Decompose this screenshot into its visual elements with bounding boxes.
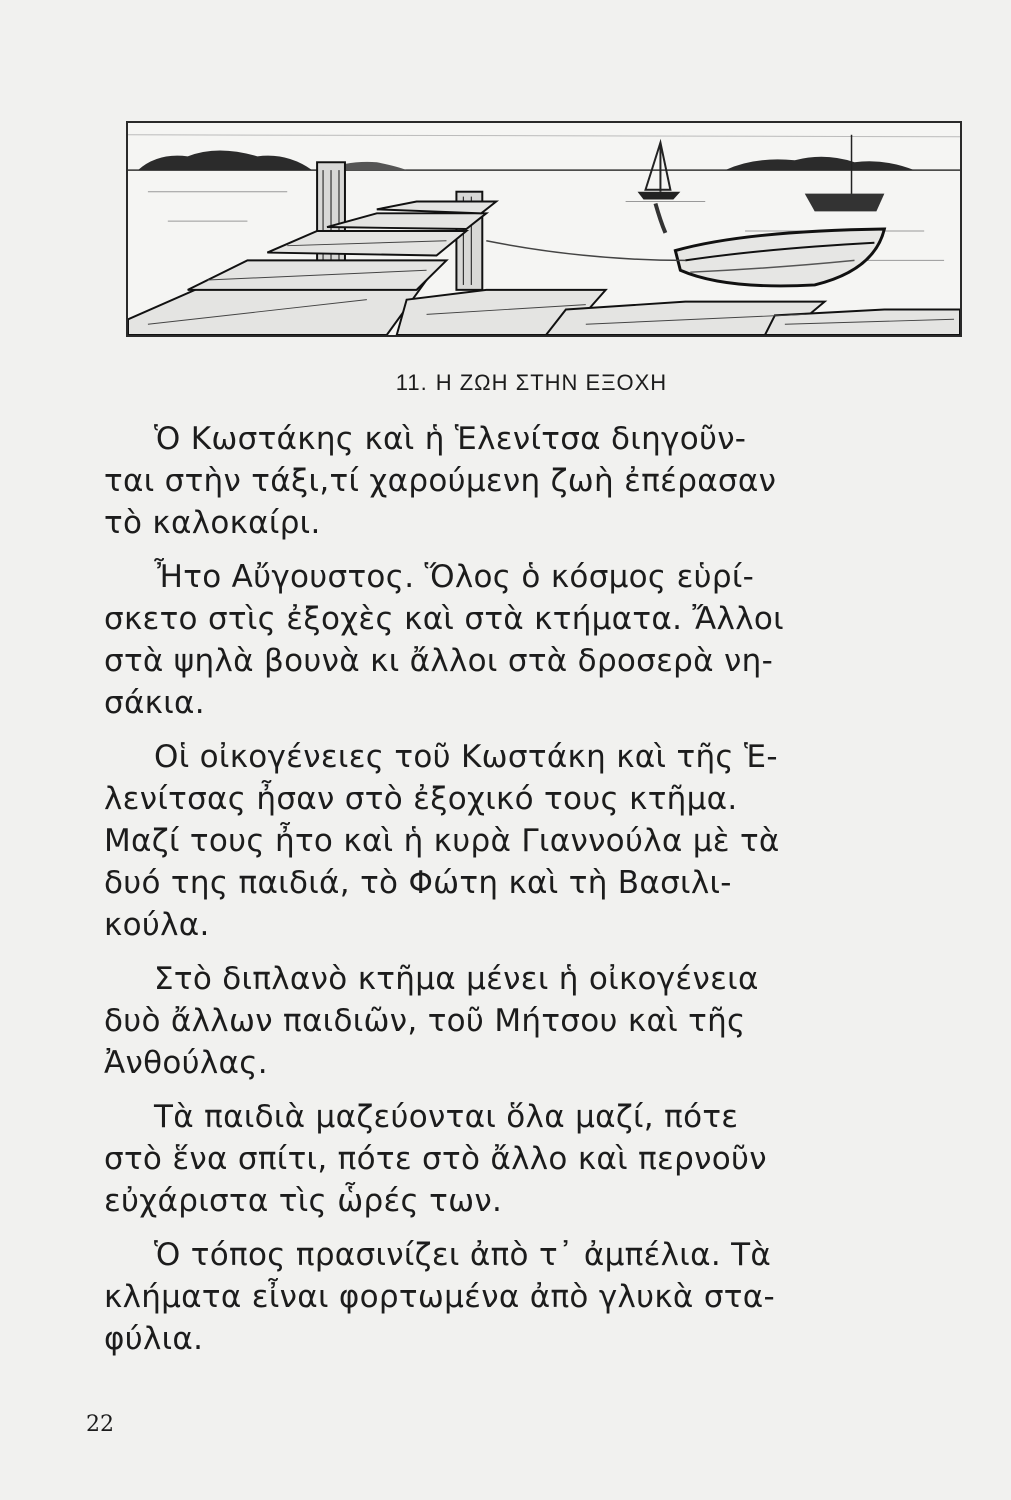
chapter-title-text: Η ΖΩΗ ΣΤΗΝ ΕΞΟΧΗ: [435, 370, 668, 395]
chapter-illustration: [126, 121, 962, 337]
chapter-body: [104, 418, 954, 1372]
page-number: 22: [86, 1412, 114, 1437]
paragraph: Ὁ Κωστάκης καὶ ἡ Ἑλενίτσα διηγοῦν- ται στὴν τάξι,τί χαρούμενη ζωὴ ἐπέρασαν τὸ καλοκαίρι.: [104, 421, 777, 541]
chapter-number: 11.: [395, 370, 428, 395]
paragraph: Ὁ τόπος πρασινίζει ἀπὸ τ᾿ ἀμπέλια. Τὰ κλήματα εἶναι φορτωμένα ἀπὸ γλυκὰ στα- φύλια.: [104, 1237, 775, 1357]
paragraph: Τὰ παιδιὰ μαζεύονται ὅλα μαζί, πότε στὸ ἕνα σπίτι, πότε στὸ ἄλλο καὶ περνοῦν εὐχάριστα τὶς ὧρές των.: [104, 1099, 767, 1219]
harbor-dock-boats-icon: [128, 123, 960, 335]
paragraph: Ἦτο Αὔγουστος. Ὅλος ὁ κόσμος εὑρί- σκετο στὶς ἐξοχὲς καὶ στὰ κτήματα. Ἄλλοι στὰ ψηλὰ βουνὰ κι ἄλλοι στὰ δροσερὰ νη- σάκια.: [104, 559, 784, 721]
chapter-title: [60, 370, 1011, 396]
paragraph: Στὸ διπλανὸ κτῆμα μένει ἡ οἰκογένεια δυὸ ἄλλων παιδιῶν, τοῦ Μήτσου καὶ τῆς Ἀνθούλας.: [104, 961, 759, 1081]
paragraph: Οἱ οἰκογένειες τοῦ Κωστάκη καὶ τῆς Ἑ- λενίτσας ἦσαν στὸ ἐξοχικό τους κτῆμα. Μαζί τους ἦτο καὶ ἡ κυρὰ Γιαννούλα μὲ τὰ δυό της παιδιά, τὸ Φώτη καὶ τὴ Βασιλι- κούλα.: [104, 739, 780, 943]
